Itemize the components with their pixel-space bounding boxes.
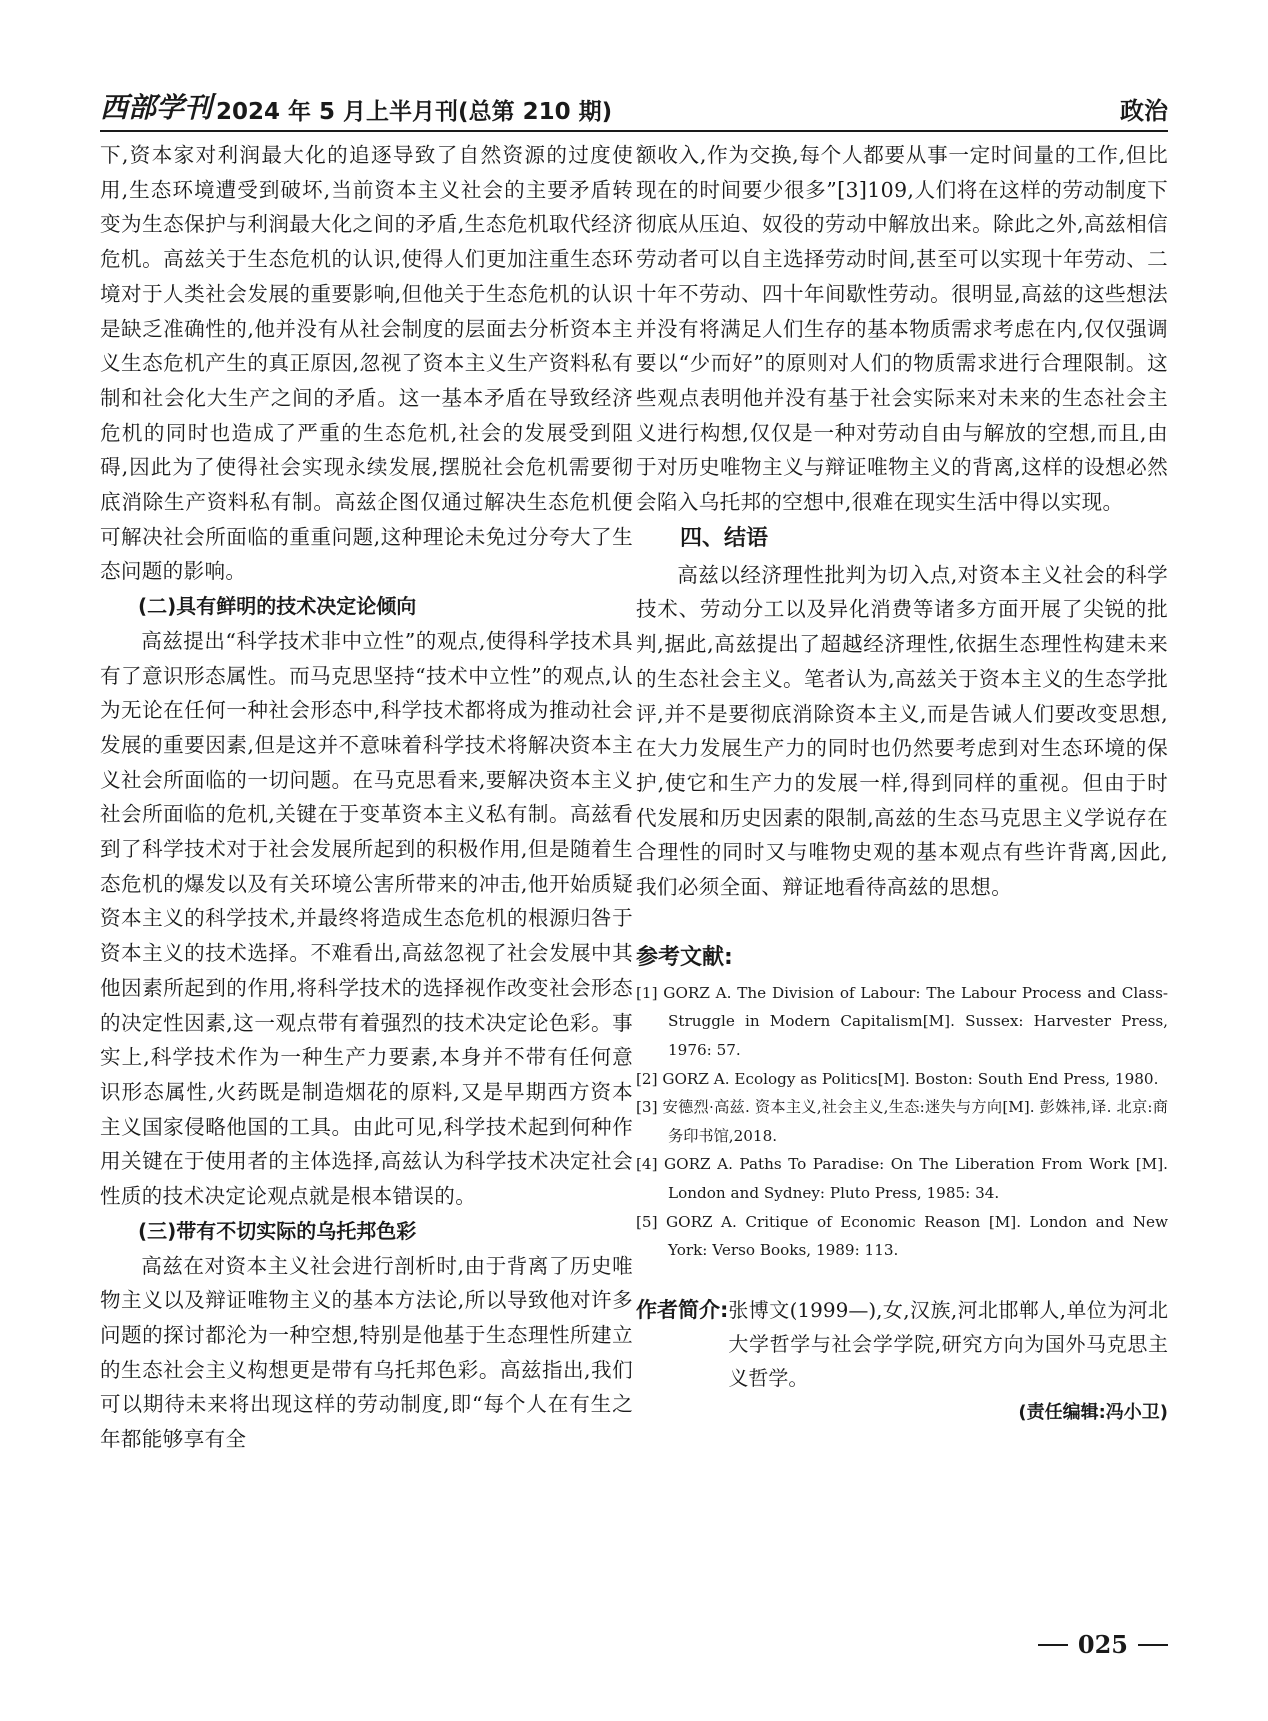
paragraph: 额收入,作为交换,每个人都要从事一定时间量的工作,但比现在的时间要少很多”[3]109,人们将在这样的劳动制度下彻底从压迫、奴役的劳动中解放出来。除此之外,高兹相信劳动者可以自主选择劳动时间,甚至可以实现十年劳动、二十年不劳动、四十年间歇性劳动。很明显,高兹的这些想法并没有将满足人们生存的基本物质需求考虑在内,仅仅强调要以“少而好”的原则对人们的物质需求进行合理限制。这些观点表明他并没有基于社会实际来对未来的生态社会主义进行构想,仅仅是一种对劳动自由与解放的空想,而且,由于对历史唯物主义与辩证唯物主义的背离,这样的设想必然会陷入乌托邦的空想中,很难在现实生活中得以实现。 — [636, 143, 1168, 515]
subsection-heading: (三)带有不切实际的乌托邦色彩 — [138, 1218, 417, 1243]
responsible-editor: (责任编辑:冯小卫) — [1018, 1401, 1168, 1423]
reference-item: [4] GORZ A. Paths To Paradise: On The Liberation From Work [M]. London and Sydney: Pluto Press, 1985: 34. — [636, 1155, 1168, 1202]
header-left — [100, 86, 612, 126]
reference-item: [3] 安德烈·高兹. 资本主义,社会主义,生态:迷失与方向[M]. 彭姝祎,译. 北京:商务印书馆,2018. — [636, 1098, 1168, 1145]
paragraph: 高兹以经济理性批判为切入点,对资本主义社会的科学技术、劳动分工以及异化消费等诸多方面开展了尖锐的批判,据此,高兹提出了超越经济理性,依据生态理性构建未来的生态社会主义。笔者认为,高兹关于资本主义的生态学批评,并不是要彻底消除资本主义,而是告诫人们要改变思想,在大力发展生产力的同时也仍然要考虑到对生态环境的保护,使它和生产力的发展一样,得到同样的重视。但由于时代发展和历史因素的限制,高兹的生态马克思主义学说存在合理性的同时又与唯物史观的基本观点有些许背离,因此,我们必须全面、辩证地看待高兹的思想。 — [636, 562, 1168, 900]
references-list — [636, 979, 1168, 1265]
page-number-footer — [1038, 1630, 1168, 1659]
author-label: 作者简介: — [636, 1297, 729, 1322]
page-number: 025 — [1077, 1630, 1128, 1659]
dash-decoration — [1138, 1644, 1168, 1646]
reference-item: [1] GORZ A. The Division of Labour: The Labour Process and Class-Struggle in Modern Capitalism[M]. Sussex: Harvester Press, 1976: 57. — [636, 983, 1168, 1059]
paragraph: 高兹在对资本主义社会进行剖析时,由于背离了历史唯物主义以及辩证唯物主义的基本方法论,所以导致他对许多问题的探讨都沦为一种空想,特别是他基于生态理性所建立的生态社会主义构想更是带有乌托邦色彩。高兹指出,我们可以期待未来将出现这样的劳动制度,即“每个人在有生之年都能够享有全 — [100, 1253, 633, 1452]
subsection-heading: (二)具有鲜明的技术决定论倾向 — [138, 594, 417, 619]
author-bio — [636, 1293, 1168, 1395]
right-column — [636, 138, 1168, 1429]
issue-info: 2024 年 5 月上半月刊(总第 210 期) — [216, 99, 613, 125]
reference-item: [2] GORZ A. Ecology as Politics[M]. Boston: South End Press, 1980. — [636, 1069, 1159, 1088]
section-name: 政治 — [1120, 97, 1168, 125]
journal-logo: 西部学刊 — [100, 91, 213, 124]
reference-item: [5] GORZ A. Critique of Economic Reason [M]. London and New York: Verso Books, 1989: 113. — [636, 1212, 1168, 1260]
paragraph: 高兹提出“科学技术非中立性”的观点,使得科学技术具有了意识形态属性。而马克思坚持“技术中立性”的观点,认为无论在任何一种社会形态中,科学技术都将成为推动社会发展的重要因素,但是这并不意味着科学技术将解决资本主义社会所面临的一切问题。在马克思看来,要解决资本主义社会所面临的危机,关键在于变革资本主义私有制。高兹看到了科学技术对于社会发展所起到的积极作用,但是随着生态危机的爆发以及有关环境公害所带来的冲击,他开始质疑资本主义的科学技术,并最终将造成生态危机的根源归咎于资本主义的技术选择。不难看出,高兹忽视了社会发展中其他因素所起到的作用,将科学技术的选择视作改变社会形态的决定性因素,这一观点带有着强烈的技术决定论色彩。事实上,科学技术作为一种生产力要素,本身并不带有任何意识形态属性,火药既是制造烟花的原料,又是早期西方资本主义国家侵略他国的工具。由此可见,科学技术起到何种作用关键在于使用者的主体选择,高兹认为科学技术决定社会性质的技术决定论观点就是根本错误的。 — [100, 628, 633, 1209]
dash-decoration — [1038, 1644, 1068, 1646]
references-title: 参考文献: — [636, 944, 733, 970]
left-column — [100, 138, 633, 1457]
section-heading: 四、结语 — [680, 525, 769, 551]
paragraph: 下,资本家对利润最大化的追逐导致了自然资源的过度使用,生态环境遭受到破坏,当前资本主义社会的主要矛盾转变为生态保护与利润最大化之间的矛盾,生态危机取代经济危机。高兹关于生态危机的认识,使得人们更加注重生态环境对于人类社会发展的重要影响,但他关于生态危机的认识是缺乏准确性的,他并没有从社会制度的层面去分析资本主义生态危机产生的真正原因,忽视了资本主义生产资料私有制和社会化大生产之间的矛盾。这一基本矛盾在导致经济危机的同时也造成了严重的生态危机,社会的发展受到阻碍,因此为了使得社会实现永续发展,摆脱社会危机需要彻底消除生产资料私有制。高兹企图仅通过解决生态危机便可解决社会所面临的重重问题,这种理论未免过分夸大了生态问题的影响。 — [100, 143, 633, 584]
page-header — [100, 86, 1168, 132]
author-text: 张博文(1999—),女,汉族,河北邯郸人,单位为河北大学哲学与社会学学院,研究方向为国外马克思主义哲学。 — [728, 1297, 1168, 1390]
